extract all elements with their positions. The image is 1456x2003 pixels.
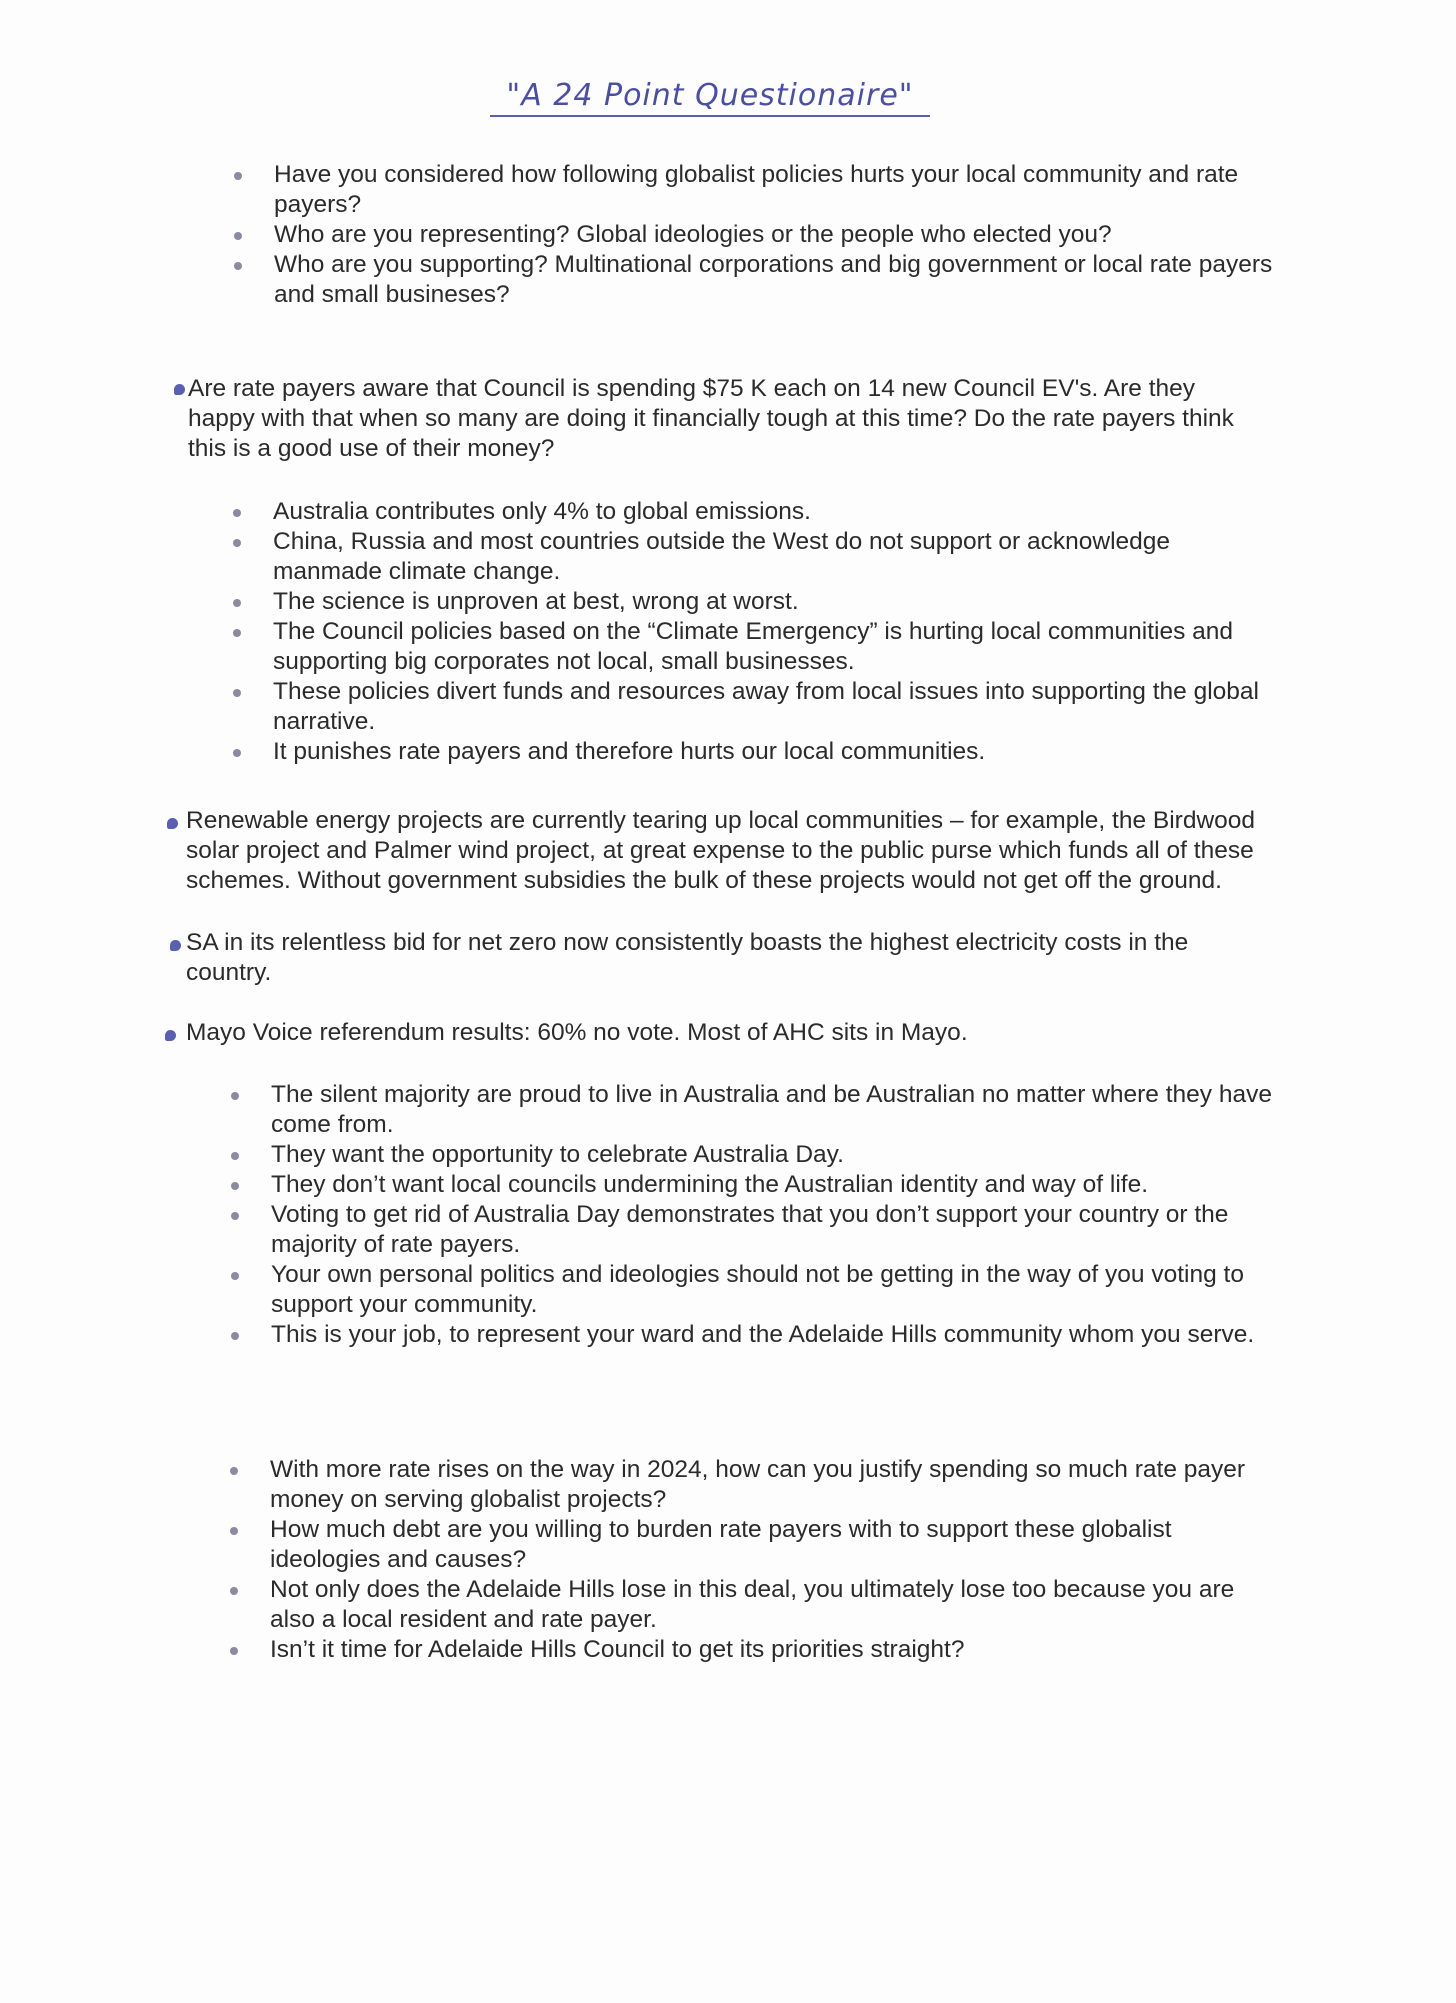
list-item: The science is unproven at best, wrong at worst. [273, 587, 1273, 617]
list-item: With more rate rises on the way in 2024, how can you justify spending so much rate payer money on serving globalist projects? [270, 1455, 1270, 1515]
list-item: Isn’t it time for Adelaide Hills Council to get its priorities straight? [270, 1635, 1270, 1665]
pen-mark-icon [174, 384, 185, 395]
list-item: Voting to get rid of Australia Day demonstrates that you don’t support your country or the majority of rate payers. [271, 1200, 1276, 1260]
list-item: The silent majority are proud to live in Australia and be Australian no matter where they have come from. [271, 1080, 1276, 1140]
bullet-icon [233, 629, 241, 637]
bullet-icon [233, 689, 241, 697]
list-item: How much debt are you willing to burden rate payers with to support these globalist ideologies and causes? [270, 1515, 1270, 1575]
bullet-icon [230, 1587, 238, 1595]
bullet-icon [230, 1527, 238, 1535]
list-item: China, Russia and most countries outside the West do not support or acknowledge manmade climate change. [273, 527, 1273, 587]
paragraph-mayo-referendum: Mayo Voice referendum results: 60% no vote. Most of AHC sits in Mayo. [186, 1019, 968, 1046]
list-item: This is your job, to represent your ward and the Adelaide Hills community whom you serve. [271, 1320, 1276, 1350]
list-item: Not only does the Adelaide Hills lose in this deal, you ultimately lose too because you are also a local resident and rate payer. [270, 1575, 1270, 1635]
list-item: They want the opportunity to celebrate Australia Day. [271, 1140, 1276, 1170]
bullet-icon [234, 232, 242, 240]
list-globalist-questions [274, 160, 1274, 310]
list-item: Have you considered how following globalist policies hurts your local community and rate payers? [274, 160, 1274, 220]
title-block [450, 78, 970, 117]
bullet-icon [231, 1092, 239, 1100]
bullet-icon [233, 599, 241, 607]
bullet-icon [233, 509, 241, 517]
list-item: The Council policies based on the “Climate Emergency” is hurting local communities and supporting big corporates not local, small businesses. [273, 617, 1273, 677]
paragraph-renewable-projects: Renewable energy projects are currently tearing up local communities – for example, the Birdwood solar project and Palmer wind project, at great expense to the public purse which funds all of these schemes. Without government subsidies the bulk of these projects would not get off the ground. [186, 807, 1256, 894]
bullet-icon [231, 1212, 239, 1220]
list-item: Who are you supporting? Multinational corporations and big government or local rate payers and small busineses? [274, 250, 1274, 310]
paragraph-electricity-costs: SA in its relentless bid for net zero now consistently boasts the highest electricity costs in the country. [186, 929, 1189, 986]
pen-mark-icon [165, 1030, 176, 1041]
pen-mark-icon [170, 940, 181, 951]
list-item: It punishes rate payers and therefore hurts our local communities. [273, 737, 1273, 767]
bullet-icon [233, 539, 241, 547]
bullet-icon [231, 1272, 239, 1280]
pen-mark-icon [167, 818, 178, 829]
list-item: Who are you representing? Global ideologies or the people who elected you? [274, 220, 1274, 250]
bullet-icon [230, 1647, 238, 1655]
bullet-icon [231, 1152, 239, 1160]
list-item: Australia contributes only 4% to global emissions. [273, 497, 1273, 527]
list-item: These policies divert funds and resources away from local issues into supporting the global narrative. [273, 677, 1273, 737]
page-title: "A 24 Point Questionaire" [490, 78, 929, 117]
bullet-icon [231, 1182, 239, 1190]
list-closing-questions [270, 1455, 1270, 1665]
list-item: Your own personal politics and ideologies should not be getting in the way of you voting to support your community. [271, 1260, 1276, 1320]
list-climate-points [273, 497, 1273, 767]
bullet-icon [231, 1332, 239, 1340]
list-australia-day [271, 1080, 1276, 1350]
bullet-icon [234, 172, 242, 180]
list-item: They don’t want local councils undermining the Australian identity and way of life. [271, 1170, 1276, 1200]
paragraph-ev-spending: Are rate payers aware that Council is spending $75 K each on 14 new Council EV's. Are they happy with that when so many are doing it financially tough at this time? Do the rate payers think this is a good use of their money? [188, 375, 1234, 462]
bullet-icon [233, 749, 241, 757]
bullet-icon [234, 262, 242, 270]
bullet-icon [230, 1467, 238, 1475]
